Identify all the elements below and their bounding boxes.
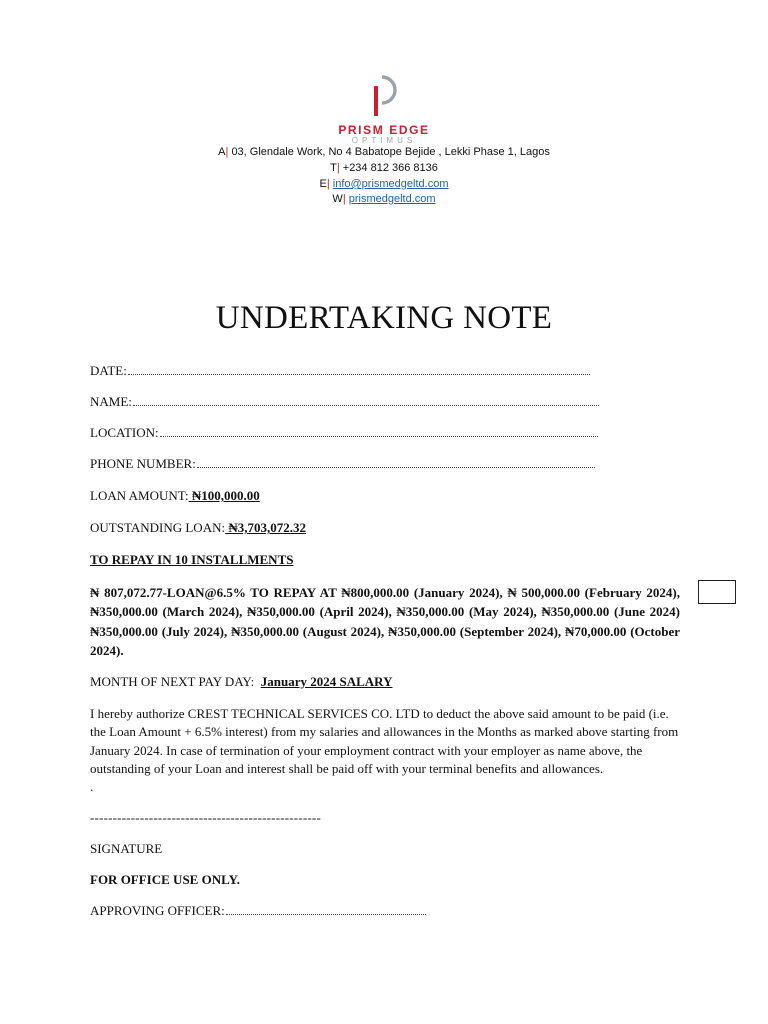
email-prefix: E — [319, 178, 327, 190]
address-line — [84, 145, 684, 160]
installments-schedule: ₦ 807,072.77-LOAN@6.5% TO REPAY AT ₦800,000.00 (January 2024), ₦ 500,000.00 (February 2024), ₦350,000.00 (March 2024), ₦350,000.00 (April 2024), ₦350,000.00 (May 2024), ₦350,000.00 (June 2024) ₦350,000.00 (July 2024), ₦350,000.00 (August 2024), ₦350,000.00 (September 2024), ₦70,000.00 (October 2024). — [90, 585, 680, 658]
location-blank[interactable] — [160, 434, 598, 437]
date-field — [90, 363, 590, 379]
address-text: 03, Glendale Work, No 4 Babatope Bejide , Lekki Phase 1, Lagos — [231, 146, 550, 158]
address-prefix: A — [218, 146, 226, 158]
outstanding-loan-field — [90, 520, 306, 536]
next-pay-day-field — [90, 674, 392, 690]
location-field — [90, 425, 598, 441]
website-link[interactable]: prismedgeltd.com — [348, 193, 436, 205]
phone-number-blank[interactable] — [197, 465, 595, 468]
phone-line — [84, 161, 684, 176]
signature-label: SIGNATURE — [90, 841, 163, 856]
email-line — [84, 177, 684, 192]
signature-line[interactable]: --------------------------------------------------- — [90, 810, 321, 825]
authorization-text: I hereby authorize CREST TECHNICAL SERVICES CO. LTD to deduct the above said amount to be paid (i.e. the Loan Amount + 6.5% interest) from my salaries and allowances in the Months as marked above starting from January 2024. In case of termination of your employment contract with your employer as name above, the outstanding of your Loan and interest shall be paid off with your terminal benefits and allowances. — [90, 706, 679, 776]
side-checkbox[interactable] — [698, 580, 736, 604]
approving-officer-blank[interactable] — [226, 912, 426, 915]
separator: | — [326, 178, 330, 190]
authorization-trailer: . — [90, 779, 94, 795]
website-line — [84, 192, 684, 207]
next-pay-day-value: January 2024 SALARY — [260, 674, 393, 689]
approving-officer-label: APPROVING OFFICER: — [90, 903, 225, 918]
brand-name: PRISM EDGE — [338, 123, 430, 137]
office-use-label: FOR OFFICE USE ONLY. — [90, 872, 241, 887]
separator: | — [225, 146, 229, 158]
loan-amount-label: LOAN AMOUNT: — [90, 488, 189, 503]
location-label: LOCATION: — [90, 425, 159, 440]
document-title: UNDERTAKING NOTE — [215, 300, 553, 336]
prism-edge-logo-icon — [362, 72, 406, 120]
phone-prefix: T — [330, 162, 337, 174]
separator: | — [342, 193, 346, 205]
repay-heading: TO REPAY IN 10 INSTALLMENTS — [90, 552, 294, 567]
name-blank[interactable] — [133, 403, 599, 406]
date-blank[interactable] — [128, 372, 590, 375]
phone-number-field — [90, 456, 595, 472]
date-label: DATE: — [90, 363, 127, 378]
next-pay-day-label: MONTH OF NEXT PAY DAY: — [90, 674, 255, 689]
outstanding-loan-label: OUTSTANDING LOAN: — [90, 520, 226, 535]
loan-amount-field — [90, 488, 260, 504]
separator: | — [336, 162, 340, 174]
brand-subtitle: OPTIMUS — [351, 136, 417, 145]
loan-amount-value: ₦100,000.00 — [188, 488, 260, 503]
name-field — [90, 394, 599, 410]
name-label: NAME: — [90, 394, 132, 409]
authorization-paragraph — [90, 705, 680, 796]
phone-text: +234 812 366 8136 — [342, 162, 438, 174]
email-link[interactable]: info@prismedgeltd.com — [332, 178, 449, 190]
phone-number-label: PHONE NUMBER: — [90, 456, 196, 471]
outstanding-loan-value: ₦3,703,072.32 — [225, 520, 306, 535]
web-prefix: W — [332, 193, 343, 205]
approving-officer-field — [90, 903, 426, 919]
